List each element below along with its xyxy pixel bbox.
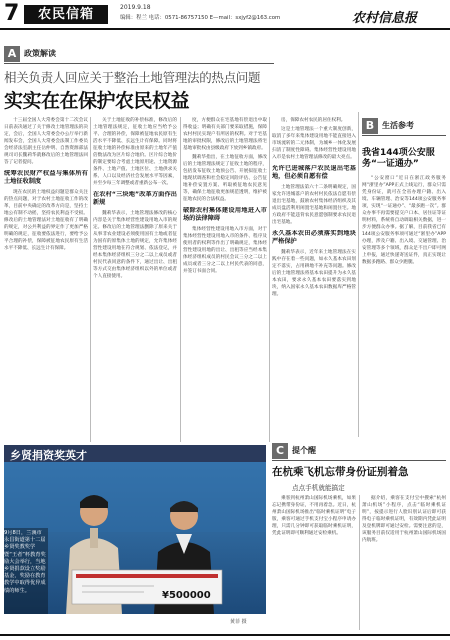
- section-b-label: 生活参考: [382, 121, 414, 130]
- paragraph: 土地管理法第六十二条明确规定，国家允许进城落户的农村村民依法自愿有偿退出宅基地，鼓励农村集体经济组织及其成员盘活利用闲置宅基地和闲置住宅。地方政府不能违背农民意愿强制要求农民退出宅基地。: [272, 185, 356, 225]
- section-c-tag: C: [272, 443, 288, 459]
- article-headline: 实实在在保护农民权益: [4, 90, 190, 112]
- section-b-column: [362, 175, 446, 435]
- paragraph: 集体经营性建设用地入市方面，对于集体经营性建设用地入市的条件、程序及使用者的权利等作出了明确规定，集体经营性建设用地的出让、出租等应当经本集体经济组织成员的村民会议三分之二以上成员或者三分之二以上村民代表的同意，并签订书面合同。: [183, 227, 267, 274]
- paragraph: 十三届全国人大常委会第十二次会议日前表决通过了关于修改土地管理法的决定，会后，全国人大常委会办公厅举行新闻发布会，全国人大常委会法制工作委员会经济法室副主任岳仲明、自然资源部法规司司长魏莉华就修改后的土地管理法回答了记者提问。: [4, 118, 88, 165]
- page-number: 7: [4, 1, 20, 26]
- photo-credit: 黄菲 摄: [230, 619, 247, 625]
- paragraph: 房，保障农村农民的居住权利。: [281, 118, 346, 123]
- section-c-label: 提个醒: [292, 446, 316, 455]
- paragraph: 乘客到杭州萧山国际机场乘机，如果忘记携带身份证，不用再着急。近日，杭州萧山国际机场推出“临时乘机证明”电子版，乘客可通过手机支付宝小程序申请办理，只需几分钟即可获取临时乘机证明，凭此证明即可顺利通过安检乘机。: [272, 496, 356, 536]
- editor-contact: 编辑：程兰 电话：0571-86757150 E—mail：sxjyf2@163.com: [120, 15, 281, 21]
- column-divider: [359, 495, 360, 630]
- section-c-column-1: [272, 495, 356, 630]
- paragraph: 魏莉华表示，近年来土地管理法在实践中存在着一些问题，如永久基本农田划定不落实，占用耕地不补充等问题。修改后的土地管理法将基本农田提升为永久基本农田，要求永久基本农田要落实到地块，纳入国家永久基本农田数据库严格管理。: [272, 250, 356, 297]
- section-b-headline: 我省144项公安服务“一证通办”: [362, 148, 435, 169]
- section-a-label: 政策解读: [24, 49, 56, 58]
- column-divider: [90, 117, 91, 442]
- column-divider: [180, 117, 181, 442]
- paragraph: 度，方便群众在宅基地有偿退出中取得收益；明确有关部门要采取措施，保障农村村民实现户有所居的权利。对于宅基地的审批权限，修改后的土地管理法将宅基地审批权由县级政府下放到乡镇政府。: [183, 118, 267, 151]
- article-subhead: 相关负责人回应关于整治土地管理法的热点问题: [4, 70, 261, 85]
- column-divider: [269, 117, 270, 442]
- column-subheading: 破除农村集体建设用地进入市场的法律障碍: [183, 207, 267, 222]
- photo-caption: 9月8日，兰溪市永昌街道第十二届乡贤奖教奖学暨“王者”杯教育奖励大会举行，当地乡贤捐款设立奖励基金，奖励在教育教学中取得优异成绩的师生。: [4, 530, 46, 594]
- newspaper-logo: 农村信息报: [352, 11, 418, 26]
- article-column-2: [93, 117, 177, 447]
- section-c-rule: [272, 460, 446, 461]
- paragraph: 现在农民的土地权益问题是群众关注的热点问题，对于农村土地征收工作的改革，目前中央确定的改革方向是，坚持土地公有制不动摇，坚持农民利益不受损。修改后的土地管理法对土地征收有了明确的规定，对公共利益的界定作了更加严格明确的规定，征收要依法进行，要给予公平合理的补偿，保障被征地农民原有生活水平不降低、长远生计有保障。: [4, 190, 88, 251]
- section-b-tag: B: [362, 118, 378, 134]
- paragraph: 魏莉华表示，土地管理法修改的核心内容是关于集体经营性建设用地入市的规定。修改后的土地管理法删除了原来关于从事非农业建设必须使用国有土地或者征为国有的原集体土地的规定，允许集体经营性建设用地在符合规划、依法登记，并经本集体经济组织三分之二以上成员或者村民代表同意的条件下，通过出让、出租等方式交由集体经济组织以外的单位或者个人直接使用。: [93, 211, 177, 279]
- section-c-subhead: 点点手机就能搞定: [292, 484, 345, 492]
- paragraph: “公安窗口”近日在浙江政务服务网“浙里办”APP正式上线运行，群众只需凭身份证，就可在全省办理户籍、出入境、车辆管理、治安等144项公安服务事项，实现“一证通办”、“最多跑一次”。群众办事不再需要提交户口本、居住证等证明材料，系统将自动调取相关数据，进一步方便群众办事。据了解，目前我省已有144项公安服务事项可通过“浙里办”APP办理，涉及户籍、出入境、交通管理、治安管理等多个领域，群众足不出户即可网上申报，通过快递寄送证件，真正实现让数据多跑路、群众少跑腿。: [362, 176, 446, 265]
- column-subheading: 在农村“三块地”改革方面作出新规: [93, 191, 177, 206]
- paragraph: 魏莉华指出，在土地征收方面，修改后的土地管理法规定了征收土地的程序，包括发布征收土地预公告、开展拟征收土地现状调查和社会稳定风险评估、公告征地补偿安置方案、听取被征地农民意见等，确保土地征收更加规范透明，维护被征地农民的合法权益。: [183, 155, 267, 202]
- column-subheading: 统筹农民财产权益与集体所有土地征收制度: [4, 170, 88, 185]
- cheque-amount: ¥500000: [162, 590, 211, 601]
- column-subheading: 永久基本农田必须落实到地块严格保护: [272, 230, 356, 245]
- paragraph: 据介绍，乘客在支付宝中搜索“杭州萧山机场”小程序，点击“临时乘机证明”，按提示进行人脸识别认证后即可获得电子临时乘机证明，有效期内凭此证明及登机牌即可通过安检。需要注意的是，该服务目前仅适用于杭州萧山国际机场国内航班。: [362, 496, 446, 543]
- issue-date: 2019.9.18: [120, 4, 151, 11]
- section-title: 农民信箱: [24, 5, 108, 24]
- paragraph: 关于土地征收的补偿标准，修改后的土地管理法规定，征收土地应当给予公平、合理的补偿，保障被征地农民原有生活水平不降低、长远生计有保障。同时将征收土地的补偿标准由原来的土地年产值倍数法改为区片综合地价。区片综合地价的制定要综合考虑土地原用途、土地资源条件、土地产值、土地区位、土地供求关系、人口以及经济社会发展水平等因素，并至少每三年调整或者重新公布一次。: [93, 118, 177, 186]
- section-b-rule: [362, 135, 446, 136]
- article-column-1: [4, 117, 88, 417]
- photo-title: 乡贤捐资奖英才: [10, 449, 87, 462]
- article-column-3: [183, 117, 267, 447]
- section-a-rule: [4, 63, 274, 64]
- footer-rule: [0, 634, 450, 636]
- section-a-tag: A: [4, 46, 20, 62]
- masthead-rule: [0, 28, 450, 30]
- column-subheading: 允许已进城落户农民退出宅基地，但必须自愿有偿: [272, 165, 356, 180]
- donation-cheque: [72, 570, 222, 604]
- article-column-4: [272, 117, 356, 437]
- section-c-column-2: [362, 495, 446, 630]
- paragraph: 这是土地管理法一个重大制度创新，取消了多年来集体建设用地不能直接进入市场流转的二元体制，为城乡一体化发展扫清了制度性障碍。集体经营性建设用地入市是农村土地管理法修改的最大亮点。: [272, 127, 356, 160]
- column-divider: [358, 112, 359, 437]
- section-c-headline: 在杭乘飞机忘带身份证别着急: [272, 466, 409, 478]
